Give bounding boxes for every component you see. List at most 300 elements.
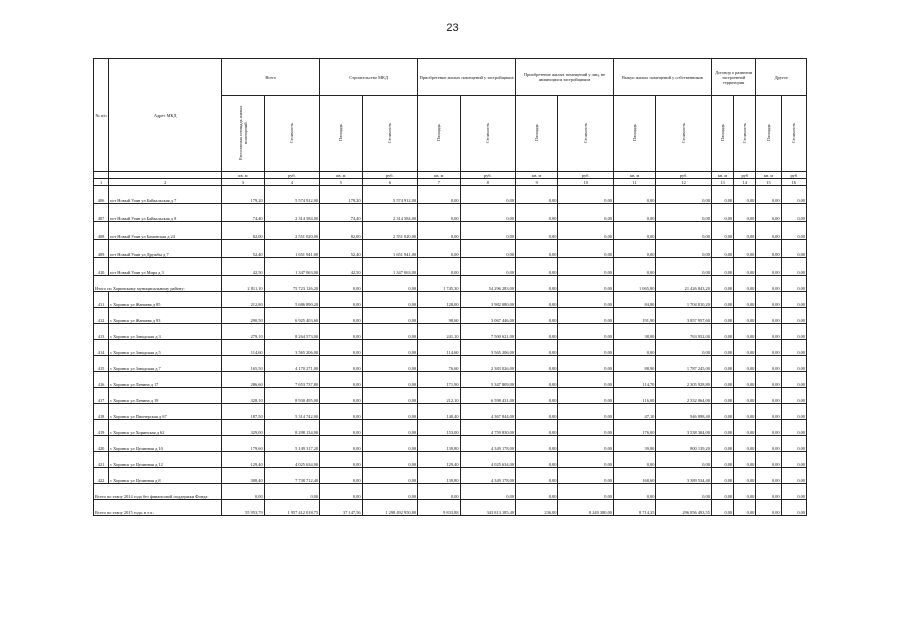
value-cell: 0,00 [460,186,516,204]
value-cell: 84,80 [613,292,655,308]
value-cell: 0,00 [756,324,781,340]
value-cell: 0,00 [320,404,362,420]
value-cell: 0,00 [362,388,418,404]
column-number: 7 [418,179,460,186]
table-row [94,258,807,276]
value-cell: 0,00 [711,388,733,404]
value-cell: 1 298 492 950,80 [362,500,418,516]
value-cell: 0,00 [734,468,756,484]
value-cell: 0,00 [656,340,712,356]
value-cell: 42,50 [222,258,264,276]
value-cell: 0,00 [756,258,781,276]
row-number: 414 [94,340,109,356]
value-cell: 0,00 [711,324,733,340]
value-cell: 286,60 [222,372,264,388]
value-cell: 0,00 [711,204,733,222]
value-cell: 129,40 [222,452,264,468]
address-cell: с Хоринск ул Пионерская д 67 [109,404,222,420]
value-cell: 0,00 [516,436,558,452]
value-cell: 0,00 [781,388,806,404]
page-number: 23 [446,22,459,34]
value-cell: 7 500 621,00 [460,324,516,340]
address-cell: с Хоринск ул Хоринская д 62 [109,420,222,436]
value-cell: 171,90 [418,372,460,388]
value-cell: 0,00 [756,500,781,516]
address-cell: с Хоринск ул Заводская д 3 [109,324,222,340]
value-cell: 0,00 [756,436,781,452]
value-cell: 0,00 [781,340,806,356]
value-cell: 75 723 126,20 [264,276,320,292]
column-number: 14 [734,179,756,186]
value-cell: 1 704 810,20 [656,292,712,308]
value-cell: 139,80 [418,468,460,484]
value-cell: 8 298 134,00 [264,420,320,436]
value-cell: 2 314 584,00 [264,204,320,222]
value-cell: 0,00 [558,452,614,468]
value-cell: 0,00 [734,484,756,500]
value-cell: 0,00 [516,468,558,484]
value-cell: 0,00 [734,258,756,276]
header-cost: Стоимость [781,96,806,172]
table-row [94,468,807,484]
value-cell: 153,00 [418,420,460,436]
value-cell: 0,00 [613,452,655,468]
header-cost: Стоимость [460,96,516,172]
unit-cell: руб. [656,172,712,179]
value-cell: 0,00 [362,276,418,292]
value-cell: 946 898,40 [656,404,712,420]
value-cell: 329,00 [222,420,264,436]
address-cell: с Хоринск ул Ленина д 19 [109,388,222,404]
value-cell: 0,00 [756,292,781,308]
unit-cell: кв. м [756,172,781,179]
value-cell: 0,00 [418,186,460,204]
value-cell: 2 811,10 [222,276,264,292]
value-cell: 42,50 [320,258,362,276]
value-cell: 179,20 [222,186,264,204]
value-cell: 2 332 064,00 [656,388,712,404]
value-cell: 179,20 [320,186,362,204]
value-cell: 0,00 [320,372,362,388]
header-cost: Стоимость [558,96,614,172]
value-cell: 8 264 573,00 [264,324,320,340]
header-total-area: Расселяемая площадь жилых помещений [222,96,264,172]
column-number: 10 [558,179,614,186]
summary-row [94,500,807,516]
value-cell: 0,00 [558,356,614,372]
value-cell: 0,00 [781,356,806,372]
value-cell: 0,00 [516,356,558,372]
value-cell: 1 347 063,00 [362,258,418,276]
value-cell: 0,00 [711,452,733,468]
column-number: 1 [94,179,109,186]
value-cell: 0,00 [558,240,614,258]
column-number: 16 [781,179,806,186]
value-cell: 0,00 [711,356,733,372]
value-cell: 114,60 [418,340,460,356]
value-cell: 52,40 [320,240,362,258]
value-cell: 0,00 [516,324,558,340]
value-cell: 0,00 [711,436,733,452]
address-cell: с Хоринск ул Ленина д 17 [109,372,222,388]
value-cell: 0,00 [362,372,418,388]
value-cell: 191,90 [613,308,655,324]
summary-label: Итого по Хоринскому муниципальному району: [94,276,222,292]
address-cell: с Хоринск ул Целинная д 8 [109,468,222,484]
value-cell: 39,80 [613,436,655,452]
column-number: 9 [516,179,558,186]
value-cell: 0,00 [756,420,781,436]
value-cell: 0,00 [516,276,558,292]
value-cell: 7 653 737,80 [264,372,320,388]
header-cost: Стоимость [734,96,756,172]
column-number: 12 [656,179,712,186]
value-cell: 0,00 [362,404,418,420]
value-cell: 0,00 [320,452,362,468]
value-cell: 0,00 [734,436,756,452]
value-cell: 0,00 [320,308,362,324]
value-cell: 82,00 [320,222,362,240]
header-group-purchase-others: Приобретение жилых помещений у лиц, не являющихся застройщиком [516,59,614,96]
value-cell: 0,00 [558,204,614,222]
address-cell: пгт Новый Уоян ул Байкальская д 7 [109,186,222,204]
value-cell: 0,00 [734,404,756,420]
header-area: Площадь [756,96,781,172]
value-cell: 0,00 [711,240,733,258]
value-cell: 1 347 063,00 [264,258,320,276]
value-cell: 212,80 [222,292,264,308]
value-cell: 0,00 [460,258,516,276]
value-cell: 0,00 [516,340,558,356]
value-cell: 0,00 [516,484,558,500]
address-cell: пгт Новый Уоян ул Дружбы д 7 [109,240,222,258]
unit-cell: кв. м [516,172,558,179]
row-number: 419 [94,420,109,436]
value-cell: 0,00 [781,258,806,276]
address-cell: с Хоринск ул Целинная д 12 [109,452,222,468]
value-cell: 0,00 [516,204,558,222]
value-cell: 0,00 [516,452,558,468]
value-cell: 0,00 [656,204,712,222]
value-cell: 74,40 [222,204,264,222]
table-row [94,356,807,372]
value-cell: 0,00 [734,356,756,372]
header-cost: Стоимость [362,96,418,172]
table-row [94,240,807,258]
value-cell: 0,00 [734,240,756,258]
header-area: Площадь [320,96,362,172]
value-cell: 0,00 [320,468,362,484]
value-cell: 5 149 317,20 [264,436,320,452]
value-cell: 0,00 [320,436,362,452]
value-cell: 0,00 [558,186,614,204]
value-cell: 0,00 [781,240,806,258]
value-cell: 0,00 [781,452,806,468]
summary-label: Всего по этапу 2015 года, в т.ч.: [94,500,222,516]
value-cell: 0,00 [781,222,806,240]
value-cell: 3 565 206,00 [460,340,516,356]
value-cell: 3 565 206,00 [264,340,320,356]
value-cell: 0,00 [711,258,733,276]
value-cell: 0,00 [734,308,756,324]
column-number: 6 [362,179,418,186]
address-cell: пгт Новый Уоян ул Мира д 3 [109,258,222,276]
value-cell: 0,00 [516,388,558,404]
value-cell: 0,00 [734,452,756,468]
table-row [94,452,807,468]
value-cell: 0,00 [516,420,558,436]
value-cell: 2 551 020,00 [362,222,418,240]
value-cell: 0,00 [656,222,712,240]
value-cell: 0,00 [781,404,806,420]
value-cell: 0,00 [613,222,655,240]
row-number: 420 [94,436,109,452]
table-row [94,436,807,452]
value-cell: 5 574 912,00 [362,186,418,204]
value-cell: 0,00 [781,468,806,484]
value-cell: 0,00 [418,258,460,276]
value-cell: 0,00 [756,388,781,404]
value-cell: 0,00 [781,204,806,222]
header-cost: Стоимость [264,96,320,172]
row-number: 412 [94,308,109,324]
value-cell: 0,00 [756,222,781,240]
value-cell: 0,00 [734,324,756,340]
value-cell: 0,00 [362,468,418,484]
value-cell: 0,00 [711,500,733,516]
value-cell: 4 025 634,00 [460,452,516,468]
value-cell: 82,00 [222,222,264,240]
value-cell: 1 745,30 [418,276,460,292]
value-cell: 8 249 380,00 [558,500,614,516]
value-cell: 0,00 [756,186,781,204]
header-group-construction: Строительство МКД [320,59,418,96]
value-cell: 176,00 [613,420,655,436]
value-cell: 1 651 941,00 [362,240,418,258]
table-row [94,292,807,308]
value-cell: 0,00 [516,308,558,324]
column-number: 11 [613,179,655,186]
value-cell: 4 759 830,00 [460,420,516,436]
row-number: 421 [94,452,109,468]
value-cell: 0,00 [362,484,418,500]
value-cell: 0,00 [516,222,558,240]
value-cell: 0,00 [320,388,362,404]
value-cell: 76,60 [418,356,460,372]
row-number: 417 [94,388,109,404]
value-cell: 0,00 [320,276,362,292]
units-row [94,172,807,179]
value-cell: 0,00 [734,292,756,308]
value-cell: 0,00 [781,372,806,388]
value-cell: 279,10 [222,324,264,340]
value-cell: 4 170 271,00 [264,356,320,372]
value-cell: 0,00 [734,388,756,404]
unit-cell: кв. м [613,172,655,179]
value-cell: 0,00 [362,292,418,308]
value-cell: 0,00 [558,484,614,500]
value-cell: 0,00 [613,240,655,258]
value-cell: 0,00 [613,204,655,222]
value-cell: 129,40 [418,452,460,468]
value-cell: 0,00 [460,222,516,240]
value-cell: 7 738 712,40 [264,468,320,484]
value-cell: 0,00 [756,204,781,222]
value-cell: 0,00 [362,308,418,324]
header-group-other: Другое [756,59,807,96]
row-number: 410 [94,258,109,276]
unit-cell: руб. [264,172,320,179]
value-cell: 187,50 [222,404,264,420]
header-area: Площадь [613,96,655,172]
value-cell: 0,00 [756,340,781,356]
column-numbers-row [94,179,807,186]
value-cell: 0,00 [516,240,558,258]
value-cell: 0,00 [711,484,733,500]
value-cell: 179,60 [222,436,264,452]
value-cell: 116,00 [613,388,655,404]
header-row-num: № п/п [94,59,109,172]
value-cell: 0,00 [656,258,712,276]
header-address: Адрес МКД [109,59,222,172]
value-cell: 52,40 [222,240,264,258]
value-cell: 6 598 431,00 [460,388,516,404]
row-number: 415 [94,356,109,372]
column-number: 5 [320,179,362,186]
value-cell: 4 349 178,00 [460,468,516,484]
value-cell: 0,00 [734,420,756,436]
value-cell: 0,00 [656,240,712,258]
value-cell: 0,00 [558,340,614,356]
header-area: Площадь [418,96,460,172]
value-cell: 38,00 [613,324,655,340]
value-cell: 1 787 245,00 [656,356,712,372]
value-cell: 5 347 809,00 [460,372,516,388]
value-cell: 800 139,20 [656,436,712,452]
value-cell: 3 067 446,00 [460,308,516,324]
unit-cell: руб. [362,172,418,179]
table-row [94,324,807,340]
value-cell: 0,00 [711,186,733,204]
value-cell: 0,00 [734,276,756,292]
table-row [94,186,807,204]
value-cell: 0,00 [781,276,806,292]
value-cell: 5 686 890,20 [264,292,320,308]
value-cell: 0,00 [320,420,362,436]
value-cell: 0,00 [558,436,614,452]
value-cell: 0,00 [418,240,460,258]
value-cell: 308,40 [222,468,264,484]
column-number: 3 [222,179,264,186]
value-cell: 0,00 [558,308,614,324]
value-cell: 2 314 584,00 [362,204,418,222]
value-cell: 3 982 080,00 [460,292,516,308]
value-cell: 0,00 [756,468,781,484]
value-cell: 0,00 [362,452,418,468]
table-row [94,372,807,388]
value-cell: 0,00 [781,420,806,436]
column-number: 4 [264,179,320,186]
value-cell: 4 025 634,00 [264,452,320,468]
value-cell: 0,00 [711,372,733,388]
row-number: 413 [94,324,109,340]
value-cell: 0,00 [558,258,614,276]
value-cell: 0,00 [613,340,655,356]
value-cell: 47,10 [613,404,655,420]
value-cell: 0,00 [362,324,418,340]
value-cell: 3 389 534,40 [656,468,712,484]
value-cell: 0,00 [558,276,614,292]
address-cell: пгт Новый Уоян ул Байкальская д 8 [109,204,222,222]
row-number: 418 [94,404,109,420]
value-cell: 0,00 [320,292,362,308]
value-cell: 0,00 [711,308,733,324]
value-cell: 0,00 [558,404,614,420]
unit-cell: руб. [558,172,614,179]
value-cell: 0,00 [362,420,418,436]
value-cell: 0,00 [558,292,614,308]
value-cell: 0,00 [558,388,614,404]
row-number: 422 [94,468,109,484]
value-cell: 0,00 [320,484,362,500]
value-cell: 168,60 [613,468,655,484]
column-number: 2 [109,179,222,186]
address-cell: пгт Новый Уоян ул Бамовская д 24 [109,222,222,240]
value-cell: 290,50 [222,308,264,324]
unit-cell: руб [734,172,756,179]
value-cell: 0,00 [558,420,614,436]
value-cell: 0,00 [613,484,655,500]
value-cell: 0,00 [781,500,806,516]
address-cell: с Хоринск ул Заводская д 7 [109,356,222,372]
header-cost: Стоимость [656,96,712,172]
value-cell: 0,00 [362,436,418,452]
value-cell: 74,40 [320,204,362,222]
value-cell: 0,00 [418,222,460,240]
value-cell: 0,00 [781,436,806,452]
unit-cell: кв. м [418,172,460,179]
value-cell: 0,00 [558,324,614,340]
header-area: Площадь [516,96,558,172]
value-cell: 0,00 [711,292,733,308]
value-cell: 1 651 941,00 [264,240,320,258]
value-cell: 0,00 [756,484,781,500]
value-cell: 128,00 [418,292,460,308]
header-group-buyout: Выкуп жилых помещений у собственников [613,59,711,96]
value-cell: 139,80 [418,436,460,452]
value-cell: 0,00 [460,484,516,500]
value-cell: 98,60 [418,308,460,324]
value-cell: 0,00 [516,404,558,420]
value-cell: 0,00 [460,204,516,222]
table-row [94,340,807,356]
value-cell: 1 957 412 018,75 [264,500,320,516]
value-cell: 0,00 [734,372,756,388]
value-cell: 55 953,79 [222,500,264,516]
value-cell: 54 296 283,00 [460,276,516,292]
value-cell: 763 952,00 [656,324,712,340]
value-cell: 0,00 [613,186,655,204]
unit-cell: кв. м [222,172,264,179]
value-cell: 8 930 495,00 [264,388,320,404]
value-cell: 0,00 [711,340,733,356]
header-group-development-agreement: Договор о развитии застроенной территории [711,59,755,96]
value-cell: 21 426 843,20 [656,276,712,292]
value-cell: 0,00 [711,420,733,436]
value-cell: 328,10 [222,388,264,404]
value-cell: 0,00 [781,292,806,308]
value-cell: 114,70 [613,372,655,388]
